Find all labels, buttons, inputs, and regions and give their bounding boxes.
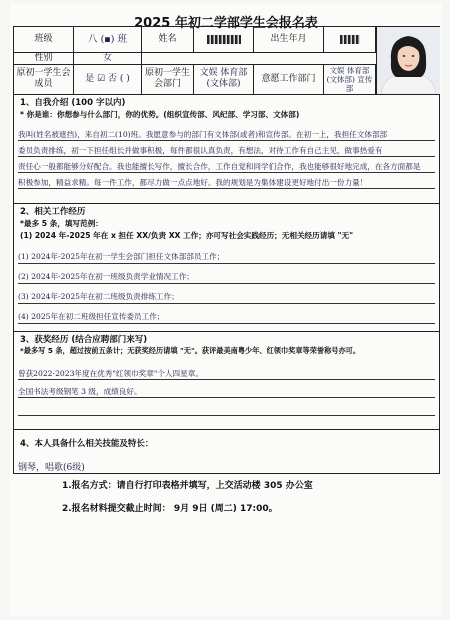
work-exp-item: (1) 2024年-2025年在初一学生会部门担任文体部部员工作； [18, 252, 225, 261]
name-value-redacted [194, 27, 254, 52]
work-exp-item: (3) 2024年-2025年在初二班级负责排练工作； [18, 292, 179, 301]
former-member-value: 是 ☑ 否 ( ) [74, 64, 142, 94]
former-member-label: 原初一学生会成员 [14, 64, 74, 94]
wish-dept-value: 文娱 体育部 (文体部) 宣传部 [324, 64, 376, 94]
form-title: 2025 年初二学部学生会报名表 [134, 16, 318, 31]
self-intro-line: 委员负责排练，初一下担任组长并做事积极，每件都很认真负责，有想法，对待工作有自己主见，做事热爱有 [18, 146, 383, 155]
footer-submit-method: 1.报名方式：请自行打印表格并填写，上交活动楼 305 办公室 [62, 481, 313, 491]
section-self-intro [14, 94, 439, 204]
award-item: 曾获2022-2023年度在优秀"红领巾奖章"个人四星章。 [18, 369, 203, 378]
registration-form-sheet [10, 4, 442, 616]
wish-dept-label: 意愿工作部门 [254, 64, 324, 94]
name-label: 姓名 [142, 27, 194, 52]
class-label: 班级 [14, 27, 74, 52]
row-class-name [14, 27, 376, 53]
class-value: 八 (▪) 班 [74, 27, 142, 52]
self-intro-line: 我叫(姓名被遮挡)，来自初二(10)班。我愿意参与的部门有文体部(或者)和宣传部。在初一上，我担任文体部部 [18, 130, 388, 139]
form-table [13, 26, 440, 474]
skills-value: 钢琴，唱歌(6级) [18, 463, 85, 473]
self-intro-note: * 你是谁：你想参与什么部门，你的优势。(组织宣传部、风纪部、学习部、文体部) [20, 110, 300, 119]
gender-value: 女 [74, 52, 142, 64]
award-item: 全国书法考级钢笔 3 级，成绩良好。 [18, 387, 142, 396]
gender-label: 性别 [14, 52, 74, 64]
former-dept-label: 原初一学生会部门 [142, 64, 194, 94]
awards-note: *最多写 5 条，超过按前五条计；无获奖经历请填 "无"。获评最美南粤少年、红领巾奖章等荣誉称号亦可。 [20, 346, 361, 355]
self-intro-line: 积极参加，精益求精。每一件工作，都尽力做一点点地好。我的规划是为集体建设更好地付出一份力量！ [18, 178, 368, 187]
id-photo [376, 27, 440, 95]
work-exp-example: (1) 2024 年-2025 年在 x 担任 XX/负责 XX 工作；亦可写社会实践经历；无相关经历请填 "无" [20, 231, 354, 240]
work-exp-note: *最多 5 条，填写范例： [20, 219, 103, 228]
footer-deadline: 2.报名材料提交截止时间： 9月 9日 (周二) 17:00。 [62, 504, 278, 514]
section-work-experience [14, 203, 439, 332]
birth-label: 出生年月 [254, 27, 324, 52]
work-exp-item: (4) 2025年在初二班级担任宣传委员工作； [18, 312, 165, 321]
work-exp-title: 2、相关工作经历 [20, 207, 86, 217]
birth-value-redacted [324, 27, 376, 52]
row-former-member [14, 64, 376, 95]
section-skills [14, 429, 439, 473]
section-awards [14, 331, 439, 430]
former-dept-value: 文娱 体育部 (文体部) [194, 64, 254, 94]
self-intro-title: 1、自我介绍 (100 字以内) [20, 98, 126, 108]
skills-title: 4、本人具备什么相关技能及特长： [20, 439, 154, 449]
work-exp-item: (2) 2024年-2025年在初一班级负责学业情况工作； [18, 272, 194, 281]
self-intro-line: 责任心一般都能够分好配合。我也能擅长写作，擅长合作，工作自觉和同学们合作，我也能够很好地完成，在各方面都是 [18, 162, 421, 171]
awards-title: 3、获奖经历 (结合应聘部门来写) [20, 335, 148, 345]
